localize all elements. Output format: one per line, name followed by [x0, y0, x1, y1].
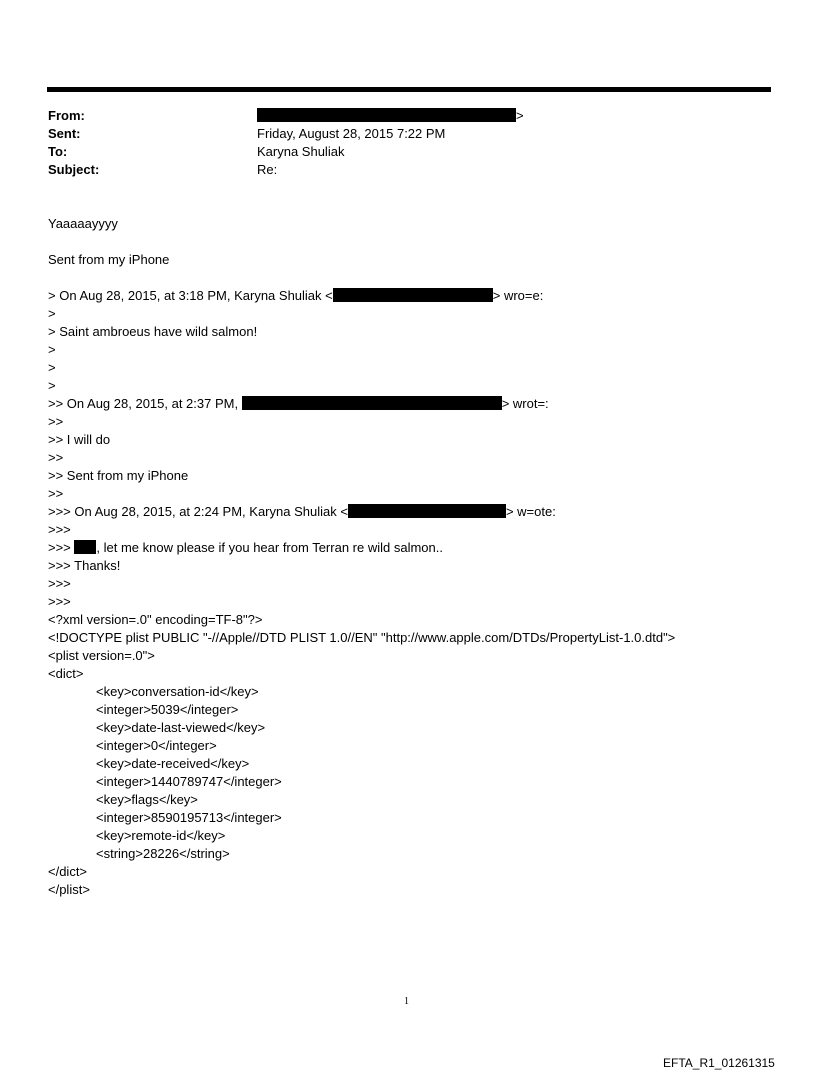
redaction-bar [333, 288, 493, 302]
redaction-bar [242, 396, 502, 410]
sent-label: Sent: [48, 126, 81, 141]
page-number: 1 [404, 996, 409, 1007]
body-line: >>> [48, 522, 71, 537]
body-line: Yaaaaayyyy [48, 216, 118, 231]
xml-line: <key>flags</key> [96, 792, 198, 807]
subject-label: Subject: [48, 162, 100, 177]
body-line: >> [48, 486, 64, 501]
xml-line: <string>28226</string> [96, 846, 230, 861]
from-suffix: > [516, 108, 524, 123]
quote-prefix: >>> [48, 540, 75, 555]
quoted-header-line [48, 395, 549, 413]
body-line: > [48, 342, 56, 357]
body-line: > [48, 378, 56, 393]
body-line: >> [48, 414, 64, 429]
header-rule [47, 87, 771, 92]
body-line: >> [48, 450, 64, 465]
body-line: > [48, 306, 56, 321]
quoted-header-text: >>> On Aug 28, 2015, at 2:24 PM, Karyna Shuliak < [48, 504, 348, 519]
body-line: >>> [48, 594, 71, 609]
xml-line: </plist> [48, 882, 90, 897]
redaction-bar [74, 540, 96, 554]
xml-line: <key>conversation-id</key> [96, 684, 259, 699]
to-label: To: [48, 144, 68, 159]
xml-line: <integer>1440789747</integer> [96, 774, 282, 789]
body-line: >> I will do [48, 432, 111, 447]
body-line: > [48, 360, 56, 375]
quoted-header-tail: > w=ote: [505, 504, 556, 519]
xml-line: <key>date-received</key> [96, 756, 250, 771]
xml-line: <dict> [48, 666, 84, 681]
xml-line: </dict> [48, 864, 88, 879]
redaction-bar [257, 108, 516, 122]
redaction-bar [348, 504, 506, 518]
body-line: > Saint ambroeus have wild salmon! [48, 324, 258, 339]
xml-line: <integer>0</integer> [96, 738, 217, 753]
message-text: , let me know please if you hear from Terran re wild salmon.. [96, 540, 443, 555]
body-line: Sent from my iPhone [48, 252, 170, 267]
xml-line: <plist version=.0"> [48, 648, 155, 663]
quoted-header-tail: > wrot=: [501, 396, 549, 411]
xml-line: <?xml version=.0" encoding=TF-8"?> [48, 612, 263, 627]
body-line: >>> [48, 576, 71, 591]
sent-value: Friday, August 28, 2015 7:22 PM [257, 126, 446, 141]
quoted-header-line [48, 287, 543, 305]
document-id: EFTA_R1_01261315 [663, 1056, 775, 1070]
subject-value: Re: [257, 162, 278, 177]
xml-line: <key>remote-id</key> [96, 828, 226, 843]
body-line [48, 539, 443, 557]
quoted-header-tail: > wro=e: [492, 288, 544, 303]
xml-line: <integer>5039</integer> [96, 702, 239, 717]
from-label: From: [48, 108, 85, 123]
to-value: Karyna Shuliak [257, 144, 345, 159]
from-value [257, 107, 524, 125]
xml-line: <key>date-last-viewed</key> [96, 720, 266, 735]
body-line: >>> Thanks! [48, 558, 121, 573]
quoted-header-text: > On Aug 28, 2015, at 3:18 PM, Karyna Shuliak < [48, 288, 333, 303]
body-line: >> Sent from my iPhone [48, 468, 189, 483]
quoted-header-line [48, 503, 556, 521]
xml-line: <integer>8590195713</integer> [96, 810, 282, 825]
quoted-header-text: >> On Aug 28, 2015, at 2:37 PM, [48, 396, 242, 411]
xml-line: <!DOCTYPE plist PUBLIC "-//Apple//DTD PLIST 1.0//EN" "http://www.apple.com/DTDs/PropertyList-1.0.dtd"> [48, 630, 676, 645]
